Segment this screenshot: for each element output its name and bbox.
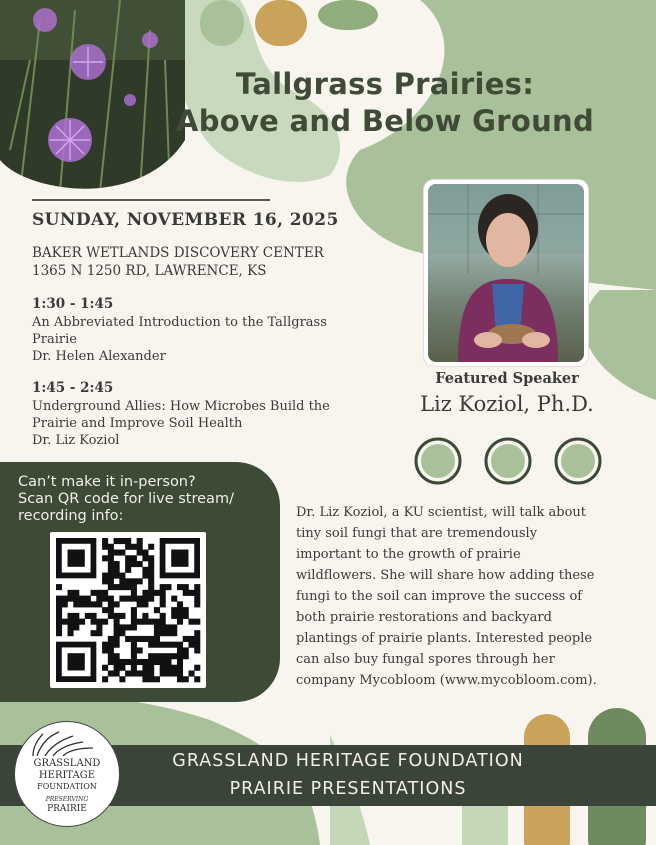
session-speaker: Dr. Helen Alexander (32, 349, 166, 364)
ring-decorations (416, 439, 600, 483)
session-title: Prairie (32, 332, 77, 347)
session-item (32, 296, 387, 365)
bio-line: fungi to the soil can improve the success of (296, 589, 583, 604)
divider (32, 199, 270, 201)
logo-line: FOUNDATION (37, 782, 97, 791)
logo-line: PRAIRIE (47, 804, 87, 814)
featured-speaker-label: Featured Speaker (435, 370, 579, 387)
speaker-portrait (428, 184, 584, 362)
bio-line: wildflowers. She will share how adding these (296, 568, 595, 583)
livestream-line: Scan QR code for live stream/ (18, 491, 234, 507)
speaker-bio (296, 502, 636, 691)
qr-code-image[interactable] (50, 532, 206, 688)
qr-code[interactable] (50, 532, 206, 688)
session-title: An Abbreviated Introduction to the Tallgrass (32, 315, 327, 330)
speaker-photo-frame (424, 180, 588, 366)
session-time: 1:30 - 1:45 (32, 296, 114, 312)
grass-icon (23, 730, 111, 756)
event-date: SUNDAY, NOVEMBER 16, 2025 (32, 210, 339, 230)
event-venue (32, 244, 324, 280)
bio-line: can also buy fungal spores through her (296, 652, 555, 667)
session-item (32, 380, 387, 449)
title-line-2: Above and Below Ground (175, 104, 595, 138)
foundation-logo (14, 721, 120, 827)
venue-address: 1365 N 1250 RD, LAWRENCE, KS (32, 263, 267, 279)
logo-line: HERITAGE (38, 770, 96, 781)
livestream-line: Can’t make it in-person? (18, 474, 196, 490)
title-line-1: Tallgrass Prairies: (235, 67, 535, 101)
bio-line: company Mycobloom (www.mycobloom.com). (296, 673, 597, 688)
session-title: Underground Allies: How Microbes Build the (32, 399, 330, 414)
speaker-photo (428, 184, 584, 362)
logo-line: PRESERVING (45, 796, 89, 803)
session-speaker: Dr. Liz Koziol (32, 433, 120, 448)
bio-line: important to the growth of prairie (296, 547, 521, 562)
bio-line: tiny soil fungi that are tremendously (296, 526, 538, 541)
venue-name: BAKER WETLANDS DISCOVERY CENTER (32, 245, 324, 261)
session-title: Prairie and Improve Soil Health (32, 416, 243, 431)
banner-line-1: GRASSLAND HERITAGE FOUNDATION (172, 751, 524, 771)
livestream-line: recording info: (18, 508, 124, 524)
bio-line: plantings of prairie plants. Interested people (296, 631, 593, 646)
featured-speaker-name: Liz Koziol, Ph.D. (420, 392, 594, 416)
bio-line: both prairie restorations and backyard (296, 610, 552, 625)
livestream-text (18, 474, 268, 525)
bio-line: Dr. Liz Koziol, a KU scientist, will talk about (296, 505, 586, 520)
logo-line: GRASSLAND (33, 758, 101, 769)
session-time: 1:45 - 2:45 (32, 380, 114, 396)
event-title (150, 66, 620, 140)
banner-line-2: PRAIRIE PRESENTATIONS (229, 779, 467, 799)
